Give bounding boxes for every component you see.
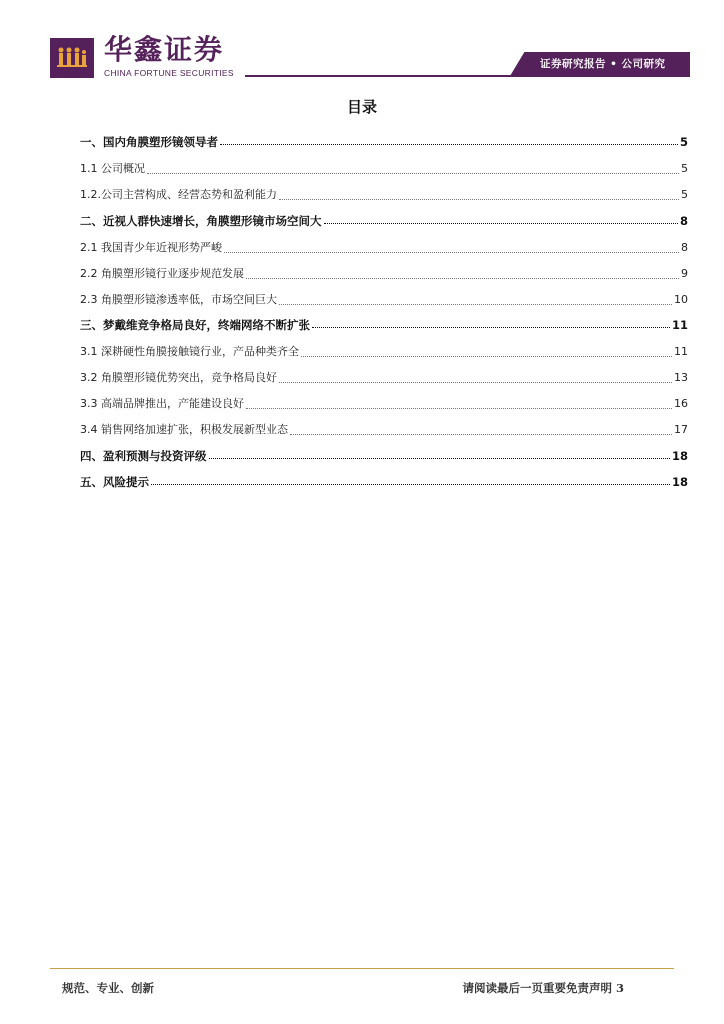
toc-entry-page: 18	[671, 449, 688, 463]
toc-entry[interactable]	[80, 265, 688, 285]
logo-figures-icon	[56, 46, 88, 70]
toc-entry-page: 11	[674, 345, 688, 358]
toc-entry-label: 二、近视人群快速增长，角膜塑形镜市场空间大	[80, 214, 322, 228]
company-logo	[50, 38, 94, 78]
toc-entry-label: 三、梦戴维竞争格局良好，终端网络不断扩张	[80, 318, 310, 332]
toc-entry[interactable]	[80, 343, 688, 363]
toc-entry[interactable]	[80, 421, 688, 441]
toc-leader-dots	[147, 173, 679, 174]
toc-entry-label: 五、风险提示	[80, 475, 149, 489]
toc-leader-dots	[324, 223, 678, 224]
toc-entry-label: 2.1 我国青少年近视形势严峻	[80, 241, 222, 254]
toc-entry-page: 16	[674, 397, 688, 410]
toc-leader-dots	[246, 408, 672, 409]
toc-leader-dots	[290, 434, 672, 435]
footer-slogan: 规范、专业、创新	[62, 981, 154, 995]
toc-entry-page: 5	[681, 188, 688, 201]
toc-leader-dots	[312, 327, 670, 328]
toc-entry-label: 3.2 角膜塑形镜优势突出，竞争格局良好	[80, 371, 277, 384]
toc-entry[interactable]	[80, 474, 688, 494]
toc-entry-label: 3.3 高端品牌推出，产能建设良好	[80, 397, 244, 410]
toc-entry-label: 一、国内角膜塑形镜领导者	[80, 135, 218, 149]
toc-leader-dots	[246, 278, 679, 279]
toc-entry-page: 8	[679, 214, 688, 228]
toc-leader-dots	[151, 484, 670, 485]
report-type-label: 证券研究报告 • 公司研究	[540, 58, 666, 70]
company-name-en: CHINA FORTUNE SECURITIES	[104, 68, 234, 78]
toc-entry[interactable]	[80, 160, 688, 180]
toc-entry-page: 11	[671, 318, 688, 332]
toc-leader-dots	[279, 382, 672, 383]
toc-entry-page: 13	[674, 371, 688, 384]
footer-divider	[50, 968, 674, 969]
toc-entry[interactable]	[80, 317, 688, 337]
footer-disclaimer: 请阅读最后一页重要免责声明 3	[462, 981, 624, 995]
toc-entry-label: 3.1 深耕硬性角膜接触镜行业，产品种类齐全	[80, 345, 299, 358]
toc-entry-page: 5	[679, 135, 688, 149]
toc-entry-label: 1.2.公司主营构成、经营态势和盈利能力	[80, 188, 277, 201]
toc-entry[interactable]	[80, 186, 688, 206]
toc-entry-page: 17	[674, 423, 688, 436]
company-name-cn: 华鑫证券	[104, 33, 225, 66]
toc-entry-label: 2.3 角膜塑形镜渗透率低，市场空间巨大	[80, 293, 277, 306]
toc-entry-label: 2.2 角膜塑形镜行业逐步规范发展	[80, 267, 244, 280]
toc-entry[interactable]	[80, 239, 688, 259]
toc-entry[interactable]	[80, 369, 688, 389]
toc-leader-dots	[279, 304, 672, 305]
toc-entry-label: 四、盈利预测与投资评级	[80, 449, 207, 463]
toc-leader-dots	[220, 144, 678, 145]
toc-entry-page: 8	[681, 241, 688, 254]
toc-entry[interactable]	[80, 395, 688, 415]
toc-entry-page: 18	[671, 475, 688, 489]
toc-entry-label: 1.1 公司概况	[80, 162, 145, 175]
toc-leader-dots	[224, 252, 679, 253]
toc-entry-page: 5	[681, 162, 688, 175]
header-divider	[245, 75, 690, 77]
toc-entry[interactable]	[80, 448, 688, 468]
toc-leader-dots	[279, 199, 679, 200]
toc-title: 目录	[346, 98, 377, 116]
toc-entry-page: 9	[681, 267, 688, 280]
toc-leader-dots	[209, 458, 670, 459]
toc-entry-label: 3.4 销售网络加速扩张，积极发展新型业态	[80, 423, 288, 436]
toc-entry[interactable]	[80, 213, 688, 233]
toc-entry[interactable]	[80, 134, 688, 154]
toc-entry[interactable]	[80, 291, 688, 311]
toc-entry-page: 10	[674, 293, 688, 306]
toc-leader-dots	[301, 356, 672, 357]
